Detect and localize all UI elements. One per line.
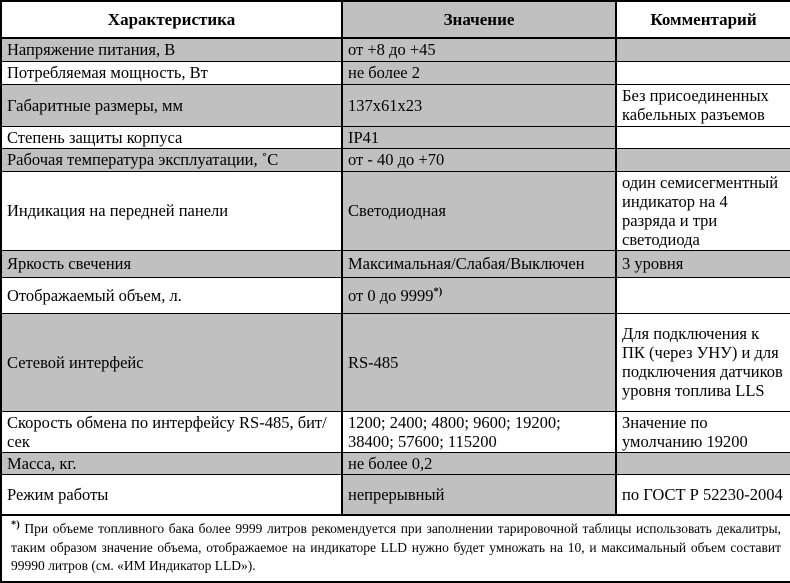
- cell-characteristic: Масса, кг.: [1, 452, 342, 474]
- cell-characteristic: Габаритные размеры, мм: [1, 84, 342, 126]
- table-row: [1, 250, 790, 277]
- cell-comment: Без присоединенных кабельных разъемов: [616, 84, 790, 126]
- cell-comment: [616, 126, 790, 148]
- cell-characteristic: Индикация на передней панели: [1, 171, 342, 250]
- cell-value: 1200; 2400; 4800; 9600; 19200; 38400; 57600; 115200: [342, 411, 616, 452]
- column-header-comment: Комментарий: [616, 1, 790, 38]
- table-row: [1, 148, 790, 171]
- table-row: [1, 411, 790, 452]
- table-row: [1, 474, 790, 515]
- cell-value: [342, 277, 616, 313]
- cell-characteristic: Скорость обмена по интерфейсу RS-485, бит/сек: [1, 411, 342, 452]
- footnote-row: [1, 515, 790, 582]
- cell-comment: [616, 38, 790, 61]
- table-row: [1, 313, 790, 411]
- header-row: [1, 1, 790, 38]
- footnote-marker: *): [11, 519, 20, 531]
- table-row: [1, 38, 790, 61]
- cell-comment: [616, 452, 790, 474]
- cell-characteristic: Степень защиты корпуса: [1, 126, 342, 148]
- table-row: [1, 452, 790, 474]
- cell-value: не более 2: [342, 61, 616, 84]
- cell-value: от - 40 до +70: [342, 148, 616, 171]
- cell-characteristic: Режим работы: [1, 474, 342, 515]
- cell-value: RS-485: [342, 313, 616, 411]
- cell-value: от +8 до +45: [342, 38, 616, 61]
- cell-value: непрерывный: [342, 474, 616, 515]
- cell-characteristic: Отображаемый объем, л.: [1, 277, 342, 313]
- table-row: [1, 277, 790, 313]
- cell-comment: Значение по умолчанию 19200: [616, 411, 790, 452]
- footnote-text: При объеме топливного бака более 9999 литров рекомендуется при заполнении тарировочной таблицы использовать декалитры, таким образом значение объема, отображаемое на индикаторе LLD нужно будет умножать на 10, и максимальный объем составит 99990 литров (см. «ИМ Индикатор LLD»).: [11, 521, 782, 573]
- cell-value: Светодиодная: [342, 171, 616, 250]
- column-header-value: Значение: [342, 1, 616, 38]
- column-header-characteristic: Характеристика: [1, 1, 342, 38]
- table-row: [1, 126, 790, 148]
- footnote: [1, 515, 790, 582]
- value-text: от 0 до 9999: [348, 285, 434, 305]
- cell-characteristic: Напряжение питания, В: [1, 38, 342, 61]
- cell-comment: один семисегментный индикатор на 4 разряда и три светодиода: [616, 171, 790, 250]
- cell-comment: [616, 277, 790, 313]
- cell-value: 137x61x23: [342, 84, 616, 126]
- footnote-reference-mark: *): [433, 286, 443, 297]
- cell-comment: 3 уровня: [616, 250, 790, 277]
- cell-comment: [616, 61, 790, 84]
- cell-comment: Для подключения к ПК (через УНУ) и для подключения датчиков уровня топлива LLS: [616, 313, 790, 411]
- cell-comment: по ГОСТ Р 52230-2004: [616, 474, 790, 515]
- cell-characteristic: Потребляемая мощность, Вт: [1, 61, 342, 84]
- cell-value: не более 0,2: [342, 452, 616, 474]
- cell-characteristic: Сетевой интерфейс: [1, 313, 342, 411]
- cell-characteristic: Яркость свечения: [1, 250, 342, 277]
- table-row: [1, 171, 790, 250]
- cell-characteristic: Рабочая температура эксплуатации, ˚С: [1, 148, 342, 171]
- table-row: [1, 61, 790, 84]
- cell-comment: [616, 148, 790, 171]
- table-row: [1, 84, 790, 126]
- cell-value: Максимальная/Слабая/Выключен: [342, 250, 616, 277]
- cell-value: IP41: [342, 126, 616, 148]
